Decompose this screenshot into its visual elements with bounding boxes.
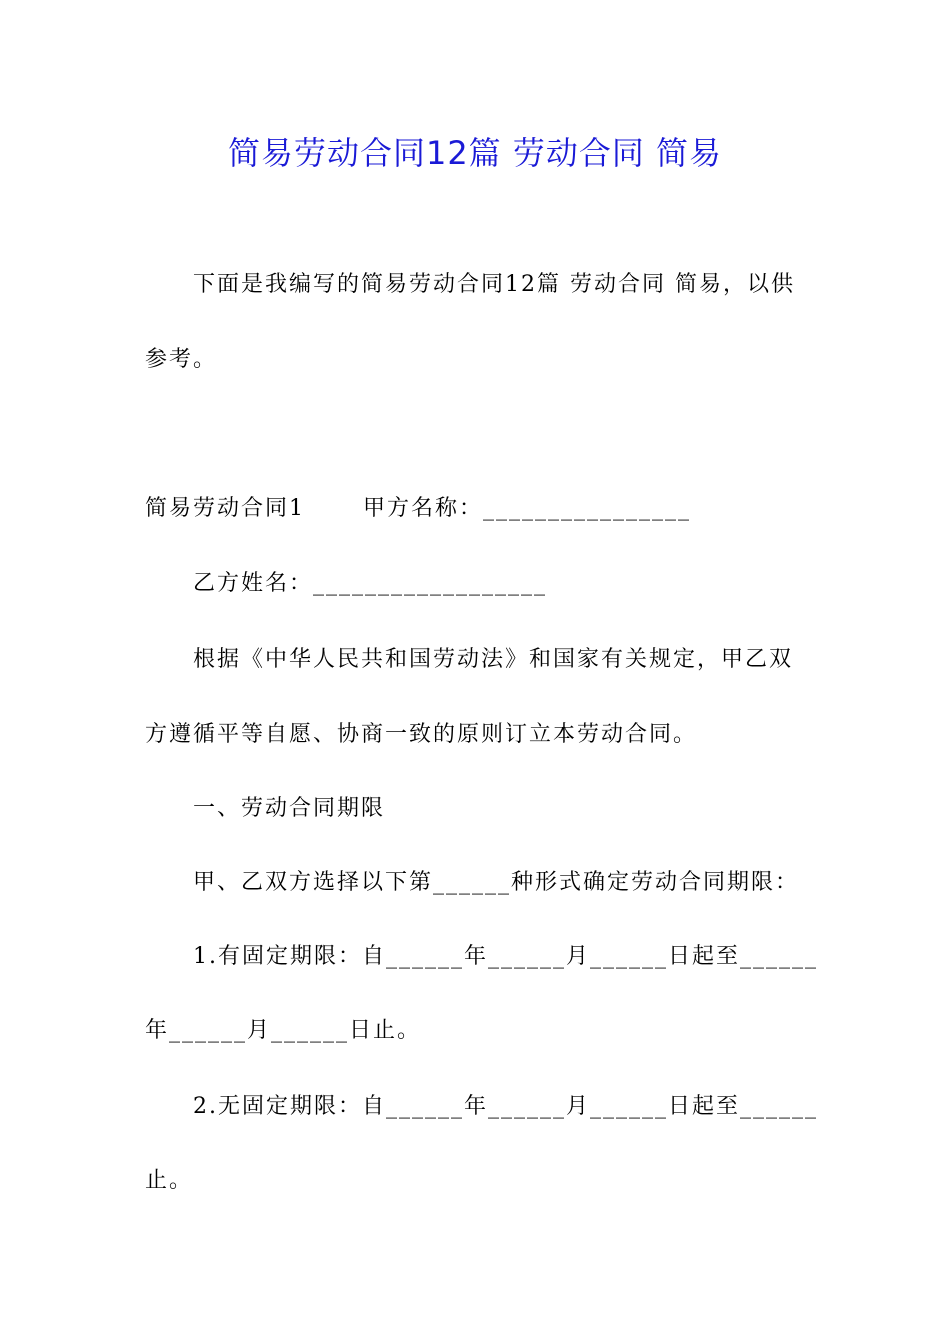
party-a-field: 甲方名称：________________ (363, 496, 692, 521)
open-term-line-1: 2.无固定期限：自______年______月______日起至______ (193, 1094, 818, 1119)
basis-line-2: 方遵循平等自愿、协商一致的原则订立本劳动合同。 (145, 722, 698, 747)
intro-line-2: 参考。 (145, 347, 218, 372)
document-title: 简易劳动合同12篇 劳动合同 简易 (227, 134, 723, 172)
party-b-field: 乙方姓名：__________________ (193, 571, 548, 596)
term-choice-line: 甲、乙双方选择以下第______种形式确定劳动合同期限： (193, 870, 800, 895)
fixed-term-line-1: 1.有固定期限：自______年______月______日起至______ (193, 944, 818, 969)
basis-line-1: 根据《中华人民共和国劳动法》和国家有关规定，甲乙双 (193, 647, 794, 672)
fixed-term-line-2: 年______月______日止。 (145, 1018, 422, 1043)
open-term-line-2: 止。 (145, 1168, 194, 1193)
section-1-title: 一、劳动合同期限 (193, 796, 386, 821)
intro-line-1: 下面是我编写的简易劳动合同12篇 劳动合同 简易，以供 (193, 272, 795, 297)
contract-heading: 简易劳动合同1 (145, 496, 305, 521)
contract-heading-row (145, 494, 691, 524)
